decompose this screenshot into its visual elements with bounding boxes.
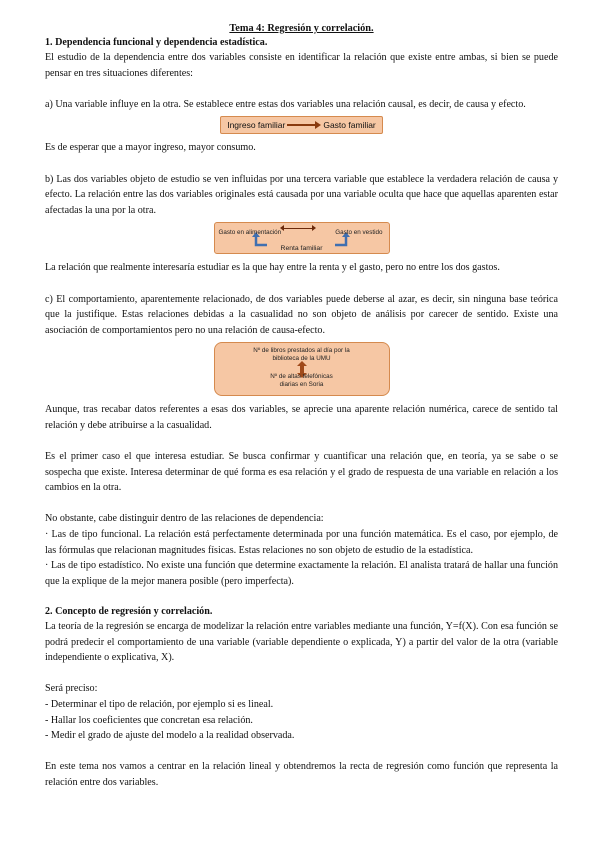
diagram-causal-left: Ingreso familiar bbox=[227, 120, 286, 131]
diagram-hidden-variable bbox=[214, 222, 390, 254]
diagram-b-bottom: Renta familiar bbox=[280, 245, 323, 253]
after-case-a-text: Es de esperar que a mayor ingreso, mayor consumo. bbox=[45, 142, 256, 154]
list-item: - Medir el grado de ajuste del modelo a la realidad observada. bbox=[45, 730, 295, 742]
after-case-b-text: La relación que realmente interesaría estudiar es la que hay entre la renta y el gasto, pero no entre los dos gastos. bbox=[45, 262, 500, 274]
bullet-estadistico: · Las de tipo estadístico. No existe una función que determine exactamente la relación. El analista tratará de hallar una función que la explique de la mejor manera posible (pero imperfecta). bbox=[45, 560, 558, 587]
diagram-c-top-line1: Nº de libros prestados al día por la bbox=[253, 347, 350, 355]
section-1-intro: El estudio de la dependencia entre dos variables consiste en identificar la relación que existe entre ambas, si bien se puede pensar en tres situaciones diferentes: bbox=[45, 52, 558, 79]
closing-paragraph: En este tema nos vamos a centrar en la relación lineal y obtendremos la recta de regresión como función que representa la relación entre dos variables. bbox=[45, 761, 558, 788]
double-arrow-icon bbox=[283, 228, 313, 229]
case-a-text: a) Una variable influye en la otra. Se establece entre estas dos variables una relación causal, es decir, de causa y efecto. bbox=[45, 98, 526, 110]
document-page bbox=[45, 22, 558, 791]
diagram-casual bbox=[214, 342, 390, 396]
diagram-c-bottom-line1: Nº de altas telefónicas bbox=[270, 373, 333, 381]
section-1-heading: 1. Dependencia funcional y dependencia estadística. bbox=[45, 37, 268, 48]
document-title: Tema 4: Regresión y correlación. bbox=[229, 23, 374, 34]
diagram-b-left: Gasto en alimentación bbox=[218, 229, 282, 237]
section-2-intro: La teoría de la regresión se encarga de modelizar la relación entre variables mediante una función, Y=f(X). Con esa función se podrá predecir el comportamiento de una variable (variable dependiente o explicada, Y) a partir del valor de la otra (variable independiente o explicativa, X). bbox=[45, 621, 558, 664]
list-item: - Determinar el tipo de relación, por ejemplo si es lineal. bbox=[45, 699, 274, 710]
section-2-heading: 2. Concepto de regresión y correlación. bbox=[45, 606, 213, 618]
diagram-causal bbox=[220, 116, 383, 134]
list-item: - Hallar los coeficientes que concretan esa relación. bbox=[45, 714, 253, 726]
after-case-c-text: Aunque, tras recabar datos referentes a esas dos variables, se aprecie una aparente relación numérica, carece de sentido tal relación y debe atribuirse a la casualidad. bbox=[45, 404, 558, 431]
diagram-b-right: Gasto en vestido bbox=[335, 229, 383, 237]
diagram-c-bottom-line2: diarias en Soria bbox=[279, 381, 324, 389]
preciso-label: Será preciso: bbox=[45, 683, 98, 695]
case-b-text: b) Las dos variables objeto de estudio se ven influidas por una tercera variable que establece la verdadera relación de causa y efecto. La relación entre las dos variables originales está causada por una variable oculta que hace que aquellas aparenten estar afectadas la una por la otra. bbox=[45, 173, 558, 216]
case-c-text: c) El comportamiento, aparentemente relacionado, de dos variables puede deberse al azar, es decir, sin ninguna base teórica que la justifique. Estas relaciones debidas a la casualidad no son objeto de análisis por carecer de sentido. Existe una asociación de comportamientos pero no una relación de causa-efecto. bbox=[45, 293, 558, 336]
arrow-right-icon bbox=[287, 121, 321, 129]
first-case-paragraph: Es el primer caso el que interesa estudiar. Se busca confirmar y cuantificar una relación que, en teoría, ya se sabe o se sospecha que existe. Interesa determinar de qué forma es esa relación y el grado de respuesta de una variable en relación a los cambios en la otra. bbox=[45, 451, 558, 494]
diagram-causal-right: Gasto familiar bbox=[323, 120, 376, 131]
diagram-c-top-line2: biblioteca de la UMU bbox=[272, 355, 331, 363]
bullet-funcional: · Las de tipo funcional. La relación está perfectamente determinada por una función matemática. Es el caso, por ejemplo, de las fórmulas que relacionan magnitudes físicas. Estas relaciones no son objeto de estudio de la estadística. bbox=[45, 529, 558, 556]
no-obstante-paragraph: No obstante, cabe distinguir dentro de las relaciones de dependencia: bbox=[45, 513, 324, 525]
